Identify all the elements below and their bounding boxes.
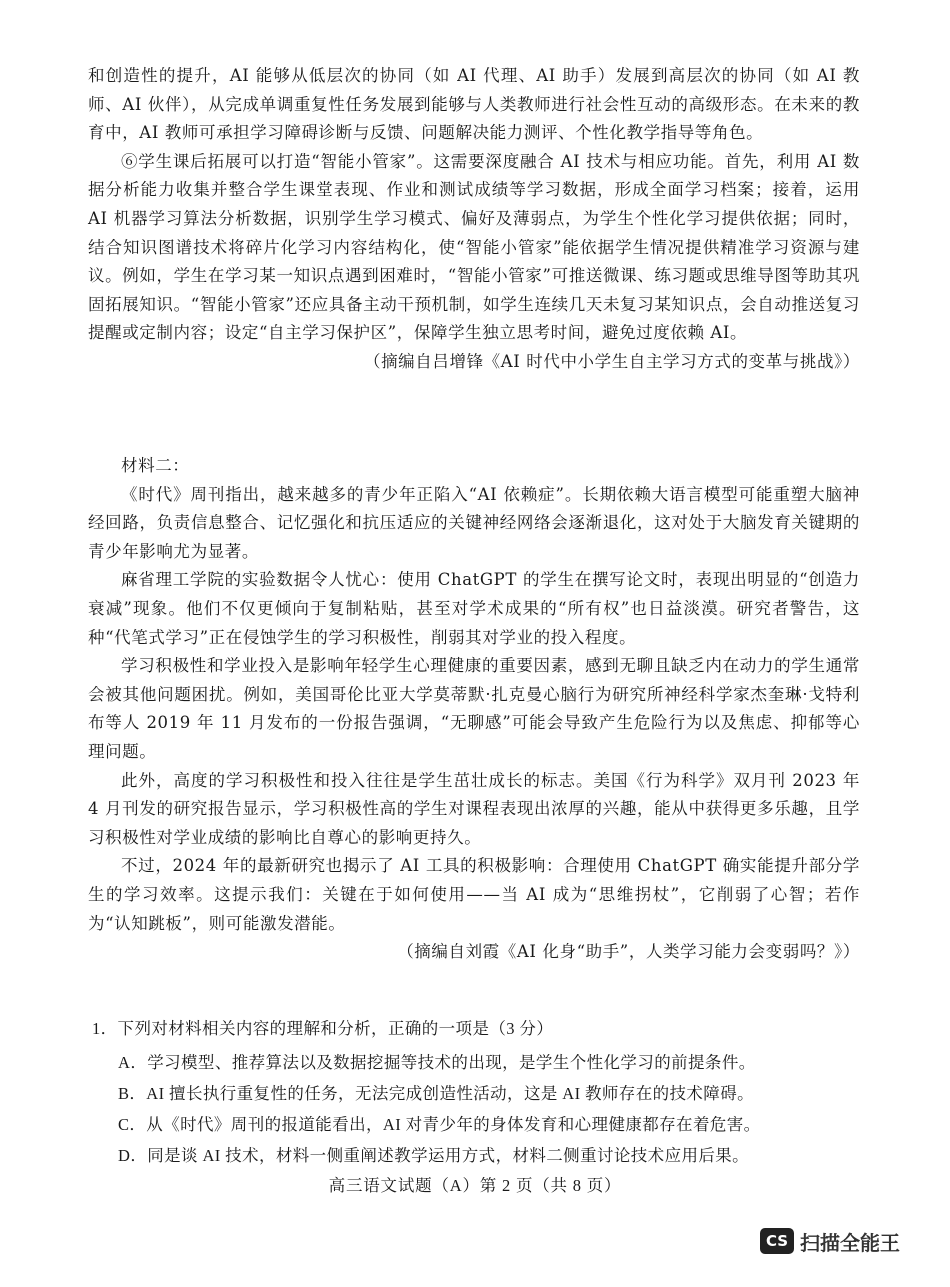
question-1-option-b: B．AI 擅长执行重复性的任务，无法完成创造性活动，这是 AI 教师存在的技术障碍。 [118,1084,755,1103]
material-one-paragraph-6: ⑥学生课后拓展可以打造“智能小管家”。这需要深度融合 AI 技术与相应功能。首先，利用 AI 数据分析能力收集并整合学生课堂表现、作业和测试成绩等学习数据，形成全面学习档案；接着，运用 AI 机器学习算法分析数据，识别学生学习模式、偏好及薄弱点，为学生个性化学习提供依据；同时，结合知识图谱技术将碎片化学习内容结构化，使“智能小管家”能依据学生情况提供精准学习资源与建议。例如，学生在学习某一知识点遇到困难时，“智能小管家”可推送微课、练习题或思维导图等助其巩固拓展知识。“智能小管家”还应具备主动干预机制，如学生连续几天未复习某知识点，会自动推送复习提醒或定制内容；设定“自主学习保护区”，保障学生独立思考时间，避免过度依赖 AI。 [88,151,860,343]
material-two-heading: 材料二： [121,456,190,475]
material-two-paragraph: 不过，2024 年的最新研究也揭示了 AI 工具的积极影响：合理使用 ChatGPT 确实能提升部分学生的学习效率。这提示我们：关键在于如何使用——当 AI 成为“思维拐杖”，它削弱了心智；若作为“认知跳板”，则可能激发潜能。 [88,856,860,933]
question-1-stem: 1．下列对材料相关内容的理解和分析，正确的一项是（3 分） [92,1019,554,1038]
material-one-continuation [88,62,860,377]
question-1-option-c: C．从《时代》周刊的报道能看出，AI 对青少年的身体发育和心理健康都存在着危害。 [118,1115,761,1134]
question-1-option-d: D．同是谈 AI 技术，材料一侧重阐述教学运用方式，材料二侧重讨论技术应用后果。 [118,1146,750,1165]
scanner-watermark [760,1226,900,1256]
watermark-text: 扫描全能王 [800,1230,900,1255]
material-two-source: （摘编自刘霞《AI 化身“助手”，人类学习能力会变弱吗？》） [397,942,860,962]
material-one-source: （摘编自吕增锋《AI 时代中小学生自主学习方式的变革与挑战》） [363,351,860,371]
page-footer: 高三语文试题（A）第 2 页（共 8 页） [328,1176,622,1195]
question-1-option-a: A．学习模型、推荐算法以及数据挖掘等技术的出现，是学生个性化学习的前提条件。 [118,1053,756,1072]
material-two-paragraph: 《时代》周刊指出，越来越多的青少年正陷入“AI 依赖症”。长期依赖大语言模型可能重塑大脑神经回路，负责信息整合、记忆强化和抗压适应的关键神经网络会逐渐退化，这对处于大脑发育关键期的青少年影响尤为显著。 [88,484,860,561]
camscanner-logo-icon: CS [760,1228,794,1254]
material-two [88,452,860,967]
material-one-paragraph-5-tail: 和创造性的提升，AI 能够从低层次的协同（如 AI 代理、AI 助手）发展到高层次的协同（如 AI 教师、AI 伙伴），从完成单调重复性任务发展到能够与人类教师进行社会性互动的高级形态。在未来的教育中，AI 教师可承担学习障碍诊断与反馈、问题解决能力测评、个性化教学指导等角色。 [88,66,860,143]
material-two-paragraph: 麻省理工学院的实验数据令人忧心：使用 ChatGPT 的学生在撰写论文时，表现出明显的“创造力衰减”现象。他们不仅更倾向于复制粘贴，甚至对学术成果的“所有权”也日益淡漠。研究者警告，这种“代笔式学习”正在侵蚀学生的学习积极性，削弱其对学业的投入程度。 [88,570,860,647]
material-two-paragraph: 此外，高度的学习积极性和投入往往是学生茁壮成长的标志。美国《行为科学》双月刊 2023 年 4 月刊发的研究报告显示，学习积极性高的学生对课程表现出浓厚的兴趣，能从中获得更多乐趣，且学习积极性对学业成绩的影响比自尊心的影响更持久。 [88,770,860,847]
material-two-paragraph: 学习积极性和学业投入是影响年轻学生心理健康的重要因素，感到无聊且缺乏内在动力的学生通常会被其他问题困扰。例如，美国哥伦比亚大学莫蒂默·扎克曼心脑行为研究所神经科学家杰奎琳·戈特利布等人 2019 年 11 月发布的一份报告强调，“无聊感”可能会导致产生危险行为以及焦虑、抑郁等心理问题。 [88,656,860,761]
